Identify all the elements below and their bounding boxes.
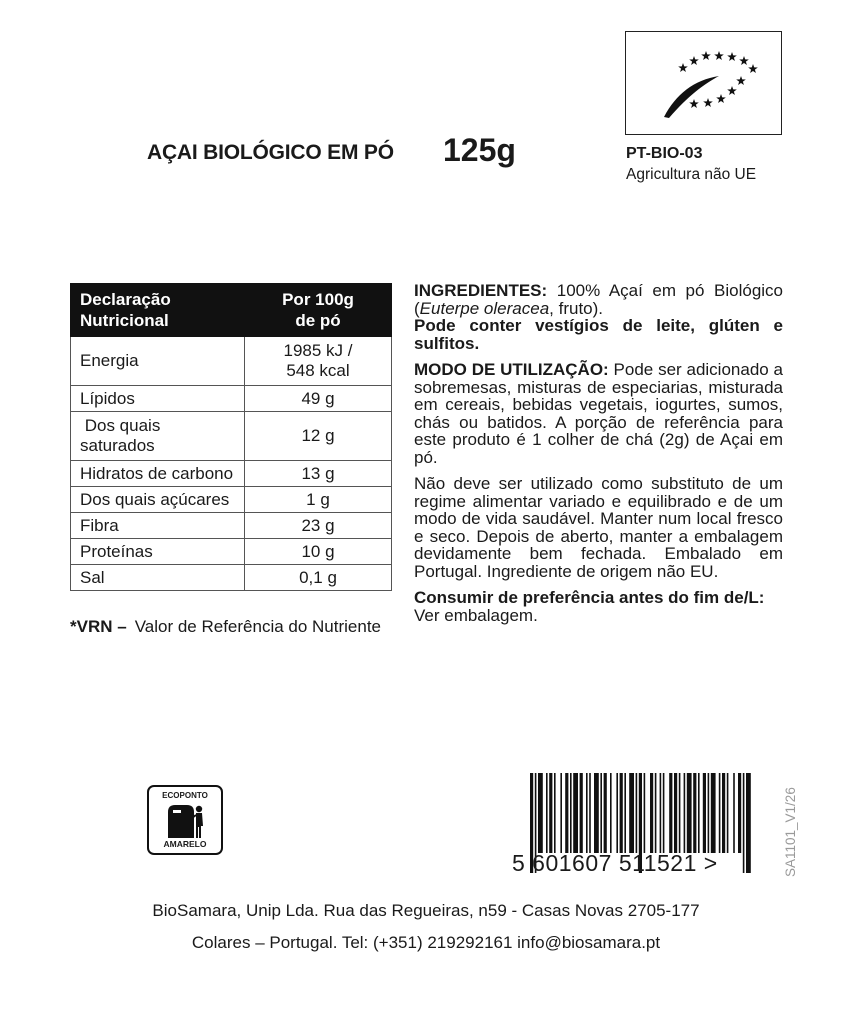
eu-organic-logo xyxy=(625,31,782,135)
barcode-bar xyxy=(580,773,583,853)
barcode-bar xyxy=(573,773,578,853)
nutrient-label: Lípidos xyxy=(71,386,245,412)
barcode-bar xyxy=(538,773,543,853)
nutrient-label: Proteínas xyxy=(71,539,245,565)
version-code: SA1101_V1/26 xyxy=(783,787,798,877)
barcode-bar xyxy=(708,773,710,853)
nutrient-value: 0,1 g xyxy=(245,565,392,591)
table-row xyxy=(71,386,392,412)
ecoponto-badge xyxy=(147,785,223,855)
nutrient-value: 12 g xyxy=(245,412,392,461)
barcode-bar xyxy=(600,773,602,853)
barcode-bar xyxy=(586,773,588,853)
nutrient-label: Fibra xyxy=(71,513,245,539)
barcode-bar xyxy=(624,773,626,853)
barcode-bar xyxy=(604,773,607,853)
barcode-bar xyxy=(738,773,741,853)
barcode-bar xyxy=(684,773,686,853)
company-address-line1: BioSamara, Unip Lda. Rua das Regueiras, n59 - Casas Novas 2705-177 xyxy=(152,901,700,920)
product-title: AÇAI BIOLÓGICO EM PÓ xyxy=(147,141,394,164)
barcode-bar xyxy=(719,773,721,853)
barcode-bar xyxy=(746,773,751,873)
barcode-bar xyxy=(570,773,572,853)
nutrient-value: 1985 kJ / 548 kcal xyxy=(245,337,392,386)
ecoponto-top-label: ECOPONTO xyxy=(162,791,208,800)
allergens-paragraph: Pode conter vestígios de leite, glúten e sulfitos. xyxy=(414,316,783,353)
product-weight: 125g xyxy=(443,132,516,168)
barcode-bar xyxy=(722,773,725,853)
nutrient-label: Hidratos de carbono xyxy=(71,461,245,487)
barcode-bar xyxy=(674,773,677,853)
ecoponto-bottom-label: AMARELO xyxy=(163,839,207,849)
company-address-line2: Colares – Portugal. Tel: (+351) 219292161 info@biosamara.pt xyxy=(191,933,661,952)
barcode-bar xyxy=(629,773,634,853)
nutrition-header-row xyxy=(71,284,392,337)
table-row xyxy=(71,565,392,591)
barcode-bar xyxy=(644,773,646,853)
barcode-bar xyxy=(554,773,556,853)
vrn-text: Valor de Referência do Nutriente xyxy=(134,617,382,636)
barcode-bar xyxy=(679,773,681,853)
nutrition-table xyxy=(70,283,392,591)
barcode-bar xyxy=(669,773,672,853)
nutrient-label: Dos quais açúcares xyxy=(71,487,245,513)
warning-paragraph: Não deve ser utilizado como substituto de um regime alimentar variado e equilibrado e de um modo de vida saudável. Manter num local fresco e seco. Depois de aberto, manter a embalagem devidamente bem fechada. Embalado em Portugal. Ingrediente de origem não EU. xyxy=(414,474,783,581)
barcode-bar xyxy=(711,773,716,853)
usage-paragraph: MODO DE UTILIZAÇÃO: Pode ser adicionado a sobremesas, misturas de especiarias, misturada em cereais, bebidas vegetais, iogurtes, sumos, chás ou batidos. A porção de referência para este produto é 1 colher de chá (2g) de Açai em pó. xyxy=(414,360,784,467)
barcode-bar xyxy=(733,773,735,853)
table-row xyxy=(71,461,392,487)
barcode-bar xyxy=(546,773,548,853)
barcode-bar xyxy=(610,773,612,853)
nutrition-header-value: Por 100g de pó xyxy=(245,284,392,337)
nutrient-value: 49 g xyxy=(245,386,392,412)
barcode-bar xyxy=(743,773,745,873)
recycling-bin-icon xyxy=(166,802,206,840)
barcode-bar xyxy=(594,773,599,853)
barcode-bar xyxy=(616,773,618,853)
nutrition-header-label: Declaração Nutricional xyxy=(71,284,245,337)
barcode-bar xyxy=(655,773,657,853)
barcode-bar xyxy=(663,773,665,853)
barcode-bar xyxy=(565,773,568,853)
best-before-paragraph: Consumir de preferência antes do fim de/L: Ver embalagem. xyxy=(414,588,765,625)
nutrient-label: Dos quais saturados xyxy=(71,412,245,461)
barcode-bar xyxy=(650,773,653,853)
barcode-bar xyxy=(703,773,706,853)
nutrient-value: 13 g xyxy=(245,461,392,487)
nutrient-value: 23 g xyxy=(245,513,392,539)
barcode-bar xyxy=(589,773,591,853)
certification-origin: Agricultura não UE xyxy=(626,166,757,183)
barcode-bar xyxy=(687,773,692,853)
barcode-digits: 5 601607 511521 > xyxy=(512,850,718,876)
table-row xyxy=(71,539,392,565)
barcode-bar xyxy=(693,773,696,853)
nutrient-label: Energia xyxy=(71,337,245,386)
eu-organic-leaf-icon xyxy=(626,32,780,133)
barcode-bar xyxy=(549,773,552,853)
vrn-label: *VRN – xyxy=(70,617,127,636)
barcode-bar xyxy=(636,773,638,853)
barcode-bar xyxy=(560,773,562,853)
table-row xyxy=(71,487,392,513)
vrn-note xyxy=(70,617,381,637)
nutrient-value: 10 g xyxy=(245,539,392,565)
nutrient-value: 1 g xyxy=(245,487,392,513)
product-info-text xyxy=(414,282,783,633)
table-row xyxy=(71,412,392,461)
ingredients-paragraph: INGREDIENTES: 100% Açaí em pó Biológico (Euterpe oleracea, fruto). xyxy=(414,281,783,318)
barcode-bar xyxy=(727,773,729,853)
nutrient-label: Sal xyxy=(71,565,245,591)
barcode-bar xyxy=(660,773,662,853)
table-row xyxy=(71,513,392,539)
barcode-bar xyxy=(620,773,623,853)
barcode-bar xyxy=(698,773,700,853)
table-row xyxy=(71,337,392,386)
certification-code: PT-BIO-03 xyxy=(626,145,703,162)
